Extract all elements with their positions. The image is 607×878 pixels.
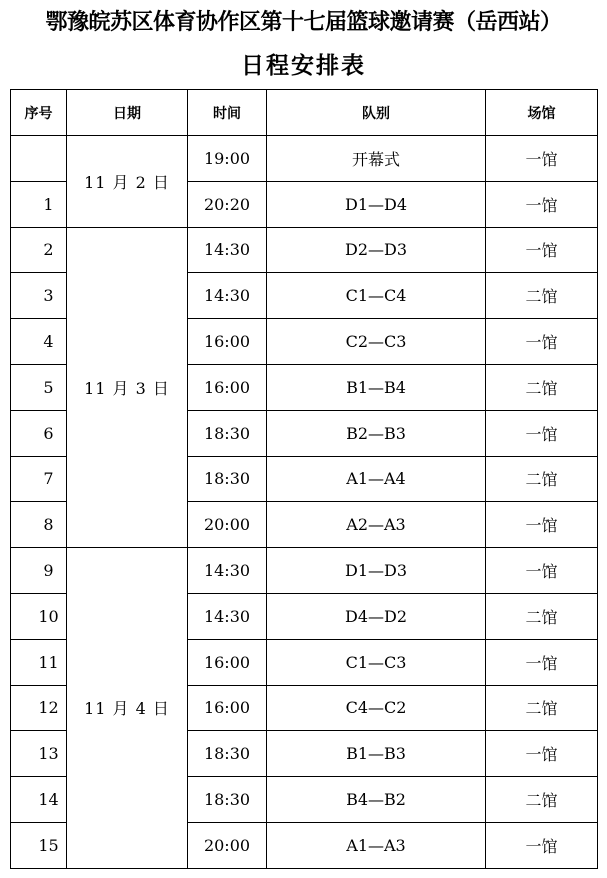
cell-time: 18:30 xyxy=(188,777,267,823)
cell-time: 14:30 xyxy=(188,227,267,273)
cell-time: 16:00 xyxy=(188,685,267,731)
cell-match: C1—C4 xyxy=(267,273,486,319)
cell-venue: 二馆 xyxy=(486,777,598,823)
cell-venue: 一馆 xyxy=(486,227,598,273)
cell-venue: 一馆 xyxy=(486,136,598,182)
document-subtitle: 日程安排表 xyxy=(241,52,366,79)
cell-seq: 4 xyxy=(11,319,67,365)
cell-venue: 一馆 xyxy=(486,548,598,594)
cell-match: B4—B2 xyxy=(267,777,486,823)
cell-seq: 3 xyxy=(11,273,67,319)
cell-seq: 5 xyxy=(11,364,67,410)
cell-match: C2—C3 xyxy=(267,319,486,365)
cell-time: 18:30 xyxy=(188,456,267,502)
table-row xyxy=(11,548,598,594)
cell-match: B2—B3 xyxy=(267,410,486,456)
cell-match: A1—A4 xyxy=(267,456,486,502)
cell-venue: 一馆 xyxy=(486,639,598,685)
cell-match: 开幕式 xyxy=(267,136,486,182)
cell-seq: 6 xyxy=(11,410,67,456)
cell-venue: 一馆 xyxy=(486,822,598,868)
cell-time: 19:00 xyxy=(188,136,267,182)
cell-time: 16:00 xyxy=(188,639,267,685)
cell-date: 11 月 4 日 xyxy=(67,548,188,869)
cell-match: A2—A3 xyxy=(267,502,486,548)
document-title: 鄂豫皖苏区体育协作区第十七届篮球邀请赛（岳西站） xyxy=(45,9,562,35)
cell-match: A1—A3 xyxy=(267,822,486,868)
cell-date: 11 月 3 日 xyxy=(67,227,188,548)
cell-venue: 一馆 xyxy=(486,502,598,548)
cell-time: 16:00 xyxy=(188,364,267,410)
cell-match: D1—D3 xyxy=(267,548,486,594)
schedule-table xyxy=(10,89,598,869)
cell-seq: 12 xyxy=(11,685,67,731)
cell-time: 14:30 xyxy=(188,548,267,594)
cell-date: 11 月 2 日 xyxy=(67,136,188,228)
cell-seq: 1 xyxy=(11,181,67,227)
cell-venue: 一馆 xyxy=(486,731,598,777)
cell-match: C1—C3 xyxy=(267,639,486,685)
header-date: 日期 xyxy=(67,90,188,136)
schedule-body xyxy=(11,136,598,869)
cell-match: B1—B4 xyxy=(267,364,486,410)
table-header-row xyxy=(11,90,598,136)
cell-time: 14:30 xyxy=(188,273,267,319)
cell-time: 18:30 xyxy=(188,731,267,777)
cell-seq xyxy=(11,136,67,182)
cell-match: B1—B3 xyxy=(267,731,486,777)
table-row xyxy=(11,136,598,182)
cell-venue: 二馆 xyxy=(486,685,598,731)
cell-seq: 8 xyxy=(11,502,67,548)
cell-venue: 二馆 xyxy=(486,364,598,410)
cell-time: 20:00 xyxy=(188,502,267,548)
cell-seq: 9 xyxy=(11,548,67,594)
header-venue: 场馆 xyxy=(486,90,598,136)
cell-time: 18:30 xyxy=(188,410,267,456)
cell-seq: 10 xyxy=(11,593,67,639)
header-time: 时间 xyxy=(188,90,267,136)
cell-match: D2—D3 xyxy=(267,227,486,273)
header-seq: 序号 xyxy=(11,90,67,136)
cell-time: 20:20 xyxy=(188,181,267,227)
cell-venue: 一馆 xyxy=(486,319,598,365)
cell-match: D4—D2 xyxy=(267,593,486,639)
cell-match: C4—C2 xyxy=(267,685,486,731)
cell-venue: 二馆 xyxy=(486,456,598,502)
cell-seq: 15 xyxy=(11,822,67,868)
cell-venue: 二馆 xyxy=(486,273,598,319)
cell-seq: 11 xyxy=(11,639,67,685)
cell-time: 16:00 xyxy=(188,319,267,365)
cell-match: D1—D4 xyxy=(267,181,486,227)
cell-seq: 7 xyxy=(11,456,67,502)
cell-venue: 一馆 xyxy=(486,181,598,227)
cell-time: 14:30 xyxy=(188,593,267,639)
table-row xyxy=(11,227,598,273)
cell-seq: 2 xyxy=(11,227,67,273)
cell-seq: 13 xyxy=(11,731,67,777)
cell-time: 20:00 xyxy=(188,822,267,868)
cell-seq: 14 xyxy=(11,777,67,823)
cell-venue: 一馆 xyxy=(486,410,598,456)
header-match: 队别 xyxy=(267,90,486,136)
cell-venue: 二馆 xyxy=(486,593,598,639)
